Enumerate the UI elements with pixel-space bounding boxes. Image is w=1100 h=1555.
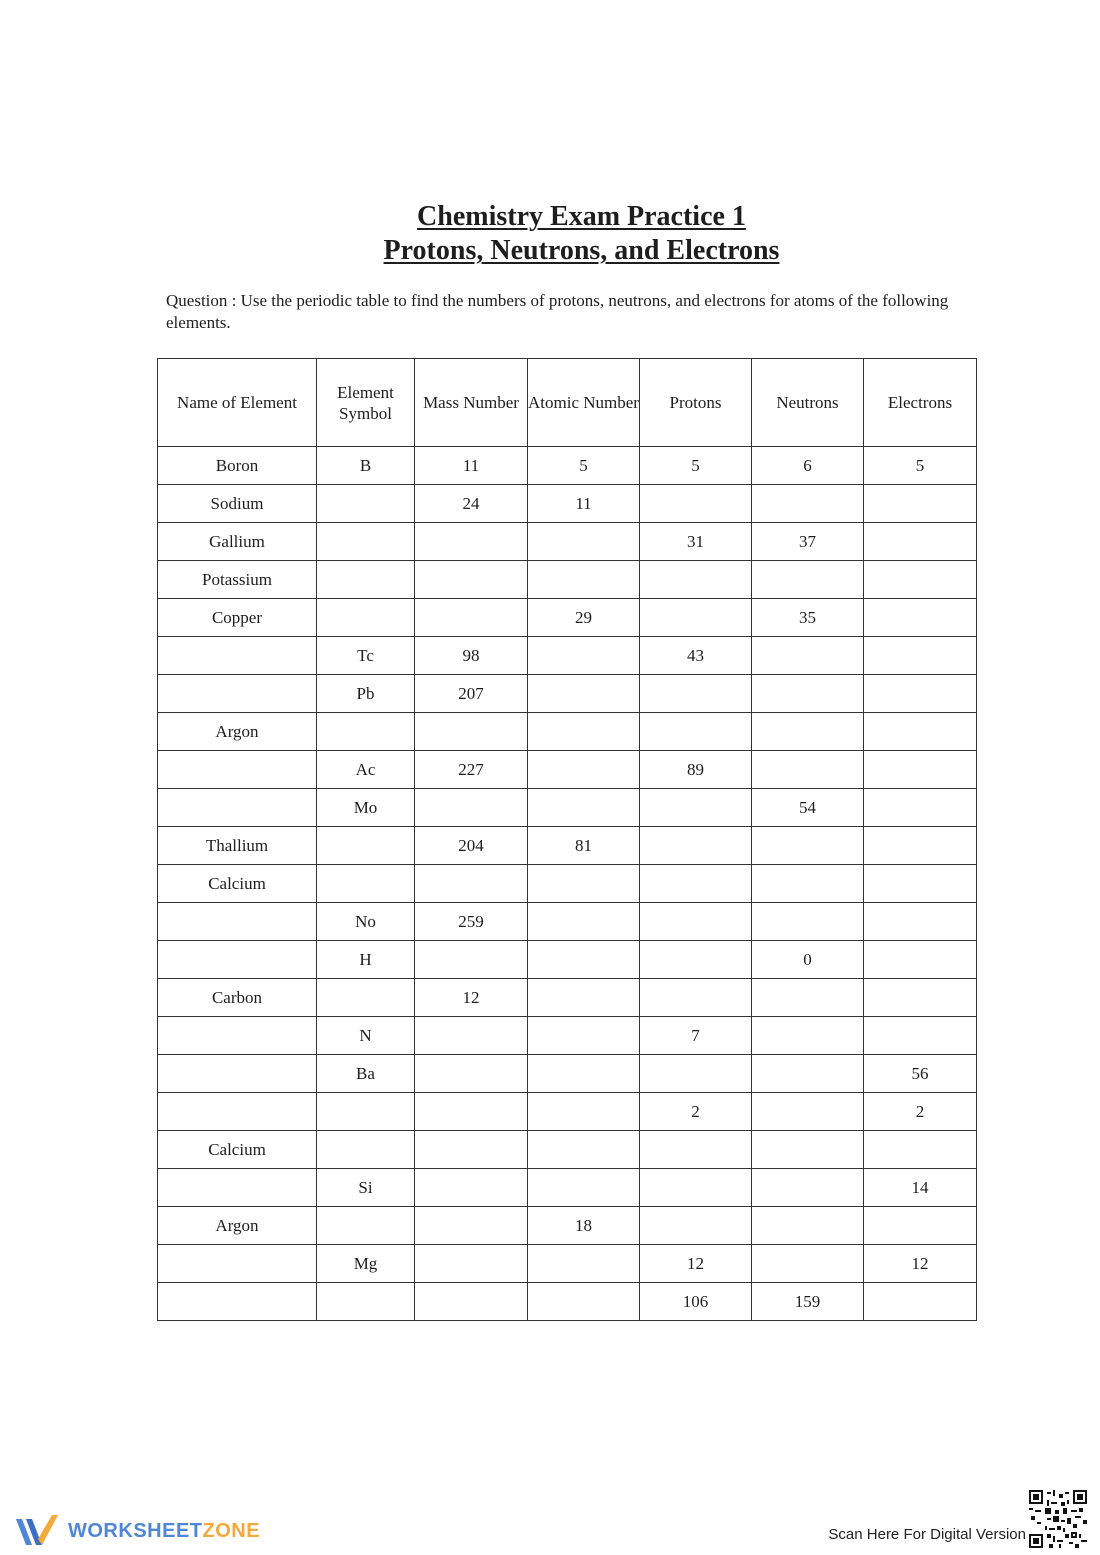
table-cell: 81 (528, 827, 640, 865)
table-cell (864, 979, 977, 1017)
table-cell: 227 (415, 751, 528, 789)
table-cell (317, 561, 415, 599)
table-cell: 56 (864, 1055, 977, 1093)
table-cell (528, 1283, 640, 1321)
title-line-2: Protons, Neutrons, and Electrons (383, 235, 780, 266)
table-row (158, 599, 977, 637)
table-cell (415, 1169, 528, 1207)
brand-name-part1: WORKSHEET (68, 1519, 203, 1542)
table-row (158, 1131, 977, 1169)
table-cell (752, 1245, 864, 1283)
table-cell (640, 903, 752, 941)
table-cell: 207 (415, 675, 528, 713)
table-cell: 89 (640, 751, 752, 789)
table-cell (640, 561, 752, 599)
table-cell (528, 713, 640, 751)
table-cell (158, 1169, 317, 1207)
table-cell: 5 (528, 447, 640, 485)
table-cell (528, 637, 640, 675)
qr-code-icon[interactable] (1029, 1490, 1087, 1548)
table-cell: 31 (640, 523, 752, 561)
table-cell (528, 675, 640, 713)
table-cell (752, 979, 864, 1017)
table-cell (752, 903, 864, 941)
title-line-1: Chemistry Exam Practice 1 (417, 201, 746, 232)
table-cell (752, 637, 864, 675)
table-cell (864, 713, 977, 751)
table-cell (640, 675, 752, 713)
table-cell (640, 713, 752, 751)
elements-table (157, 358, 977, 1321)
table-cell (864, 485, 977, 523)
table-row (158, 979, 977, 1017)
table-cell (640, 789, 752, 827)
table-cell (752, 713, 864, 751)
table-cell: 204 (415, 827, 528, 865)
table-cell (864, 637, 977, 675)
table-cell (415, 865, 528, 903)
table-cell: Argon (158, 713, 317, 751)
table-cell (528, 941, 640, 979)
table-cell: 106 (640, 1283, 752, 1321)
table-cell: Mo (317, 789, 415, 827)
table-cell: Ac (317, 751, 415, 789)
table-cell (864, 1017, 977, 1055)
table-cell (864, 599, 977, 637)
table-cell: 54 (752, 789, 864, 827)
table-cell: Potassium (158, 561, 317, 599)
table-cell (317, 1131, 415, 1169)
table-cell (752, 485, 864, 523)
column-header: Atomic Number (528, 359, 640, 447)
table-row (158, 1245, 977, 1283)
table-row (158, 523, 977, 561)
table-cell (528, 523, 640, 561)
table-cell (640, 1055, 752, 1093)
table-cell (158, 1245, 317, 1283)
table-cell (158, 751, 317, 789)
table-cell (317, 713, 415, 751)
table-cell (158, 789, 317, 827)
table-cell (158, 1017, 317, 1055)
table-cell (864, 561, 977, 599)
table-cell: Ba (317, 1055, 415, 1093)
table-cell: Argon (158, 1207, 317, 1245)
brand-name-part2: ZONE (202, 1519, 261, 1542)
question-text: Question : Use the periodic table to find the numbers of protons, neutrons, and electrons for atoms of the following elements. (166, 291, 949, 332)
brand-name (68, 1520, 260, 1543)
table-cell (415, 561, 528, 599)
table-cell: Tc (317, 637, 415, 675)
worksheetzone-logo[interactable] (14, 1513, 260, 1549)
table-row (158, 1283, 977, 1321)
table-cell (158, 1055, 317, 1093)
table-row (158, 827, 977, 865)
table-cell: N (317, 1017, 415, 1055)
table-row (158, 789, 977, 827)
table-cell (752, 1093, 864, 1131)
table-cell (317, 865, 415, 903)
table-cell: Boron (158, 447, 317, 485)
table-cell: 29 (528, 599, 640, 637)
table-cell (158, 675, 317, 713)
worksheetzone-logo-icon (14, 1513, 60, 1549)
table-cell (415, 1245, 528, 1283)
table-cell (528, 789, 640, 827)
table-cell: 43 (640, 637, 752, 675)
table-cell (528, 561, 640, 599)
table-row (158, 675, 977, 713)
table-cell (528, 903, 640, 941)
table-row (158, 561, 977, 599)
table-cell: 159 (752, 1283, 864, 1321)
table-row (158, 1169, 977, 1207)
worksheet-title (0, 200, 1100, 268)
table-cell (864, 675, 977, 713)
table-cell (752, 827, 864, 865)
table-cell: 12 (415, 979, 528, 1017)
table-cell (864, 1207, 977, 1245)
table-cell: 14 (864, 1169, 977, 1207)
table-row (158, 941, 977, 979)
table-cell (640, 1169, 752, 1207)
table-cell (415, 1131, 528, 1169)
table-cell: 0 (752, 941, 864, 979)
table-cell (640, 827, 752, 865)
table-cell (317, 485, 415, 523)
table-cell (640, 485, 752, 523)
table-cell: 6 (752, 447, 864, 485)
column-header: Name of Element (158, 359, 317, 447)
table-cell (415, 1283, 528, 1321)
table-cell: Sodium (158, 485, 317, 523)
table-cell (415, 1207, 528, 1245)
table-cell (752, 751, 864, 789)
table-cell (528, 1131, 640, 1169)
table-cell: 12 (640, 1245, 752, 1283)
table-cell (528, 751, 640, 789)
table-cell (864, 903, 977, 941)
column-header: Neutrons (752, 359, 864, 447)
table-cell (158, 903, 317, 941)
table-cell (317, 979, 415, 1017)
table-cell (317, 1207, 415, 1245)
table-cell (752, 865, 864, 903)
table-cell: 259 (415, 903, 528, 941)
table-cell (158, 637, 317, 675)
table-row (158, 1093, 977, 1131)
table-row (158, 903, 977, 941)
table-cell: 35 (752, 599, 864, 637)
table-cell: 12 (864, 1245, 977, 1283)
table-cell (640, 1207, 752, 1245)
table-cell (158, 1093, 317, 1131)
table-cell (640, 599, 752, 637)
table-cell: Mg (317, 1245, 415, 1283)
table-cell (528, 1055, 640, 1093)
table-cell (864, 865, 977, 903)
table-cell (528, 1017, 640, 1055)
table-cell (415, 1017, 528, 1055)
table-cell: 2 (864, 1093, 977, 1131)
table-row (158, 751, 977, 789)
table-cell: Gallium (158, 523, 317, 561)
table-cell (528, 1093, 640, 1131)
table-cell (415, 713, 528, 751)
table-cell: Si (317, 1169, 415, 1207)
table-row (158, 637, 977, 675)
table-cell (317, 827, 415, 865)
table-cell: 5 (864, 447, 977, 485)
table-cell (158, 941, 317, 979)
table-cell (528, 979, 640, 1017)
table-cell (415, 599, 528, 637)
table-cell (640, 1131, 752, 1169)
column-header: Protons (640, 359, 752, 447)
table-cell: B (317, 447, 415, 485)
table-cell (752, 1131, 864, 1169)
table-row (158, 1017, 977, 1055)
table-row (158, 1207, 977, 1245)
table-cell: Calcium (158, 1131, 317, 1169)
table-row (158, 865, 977, 903)
table-cell (415, 523, 528, 561)
table-row (158, 447, 977, 485)
table-cell (864, 827, 977, 865)
table-cell (640, 865, 752, 903)
table-cell (317, 599, 415, 637)
table-cell (752, 1169, 864, 1207)
table-cell (528, 1169, 640, 1207)
table-cell (864, 1283, 977, 1321)
table-cell (864, 1131, 977, 1169)
table-cell: 18 (528, 1207, 640, 1245)
table-row (158, 1055, 977, 1093)
table-cell: Copper (158, 599, 317, 637)
table-cell (158, 1283, 317, 1321)
table-cell: 11 (415, 447, 528, 485)
table-row (158, 485, 977, 523)
table-cell (528, 865, 640, 903)
table-cell (752, 1017, 864, 1055)
table-cell: Carbon (158, 979, 317, 1017)
table-cell: 37 (752, 523, 864, 561)
table-cell: 98 (415, 637, 528, 675)
table-header-row (158, 359, 977, 447)
table-cell (864, 941, 977, 979)
table-cell (528, 1245, 640, 1283)
table-cell (317, 1283, 415, 1321)
table-cell: 24 (415, 485, 528, 523)
table-cell: 11 (528, 485, 640, 523)
table-cell (640, 941, 752, 979)
table-cell (317, 1093, 415, 1131)
table-cell: Pb (317, 675, 415, 713)
table-cell (864, 789, 977, 827)
table-cell (415, 1055, 528, 1093)
table-cell (317, 523, 415, 561)
table-cell: Calcium (158, 865, 317, 903)
table-cell: 2 (640, 1093, 752, 1131)
column-header: Mass Number (415, 359, 528, 447)
table-cell: H (317, 941, 415, 979)
table-cell (752, 1055, 864, 1093)
table-row (158, 713, 977, 751)
table-cell (752, 675, 864, 713)
table-cell (752, 1207, 864, 1245)
column-header: Element Symbol (317, 359, 415, 447)
table-cell (864, 523, 977, 561)
table-cell: Thallium (158, 827, 317, 865)
table-cell (640, 979, 752, 1017)
table-cell (752, 561, 864, 599)
table-cell (415, 789, 528, 827)
column-header: Electrons (864, 359, 977, 447)
table-cell (864, 751, 977, 789)
table-body (158, 447, 977, 1321)
table-cell (415, 1093, 528, 1131)
table-cell: No (317, 903, 415, 941)
table-cell: 7 (640, 1017, 752, 1055)
scan-caption: Scan Here For Digital Version (828, 1526, 1026, 1543)
table-cell: 5 (640, 447, 752, 485)
table-cell (415, 941, 528, 979)
